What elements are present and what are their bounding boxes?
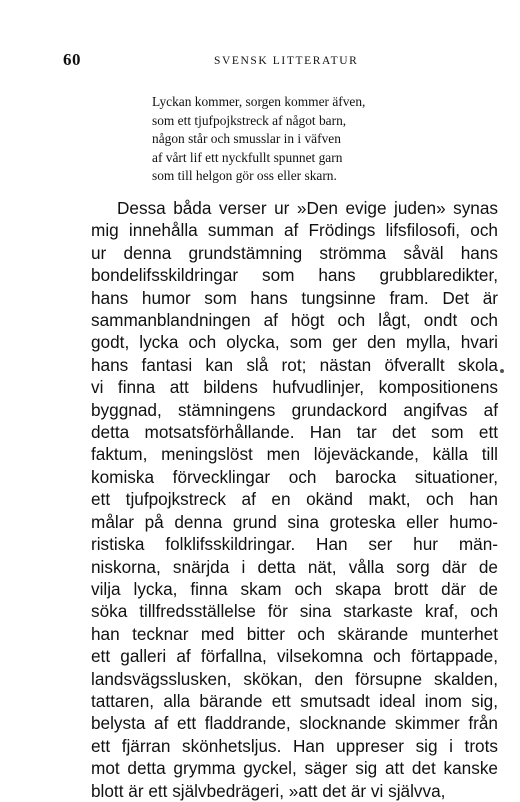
text-line: mig innehålla summan af Frödings lifsfilosofi, och xyxy=(91,220,498,241)
text-line: belysta af ett fladdrande, slocknande skimmer från xyxy=(91,713,498,734)
text-line: hans humor som hans tungsinne fram. Det är xyxy=(91,287,498,308)
text-line: landsvägsslusken, skökan, den försupne skalden, xyxy=(91,668,498,689)
poem-line: af vårt lif ett nyckfullt spunnet garn xyxy=(152,149,343,165)
text-line: sammanblandningen af högt och lågt, ondt och xyxy=(91,310,498,331)
text-line: blott är ett självbedrägeri, »att det är vi självva, xyxy=(91,780,446,801)
text-line: ett fjärran skönhetsljus. Han uppreser sig i trots xyxy=(91,735,498,756)
text-line: hans fantasi kan slå rot; nästan öfverallt skola xyxy=(91,354,498,375)
page-number: 60 xyxy=(63,50,81,69)
text-line: godt, lycka och olycka, som ger den mylla, hvari xyxy=(91,332,498,353)
text-line: vilja lycka, finna skam och skapa brott där de xyxy=(91,578,498,599)
text-line: mot detta grymma gyckel, säger sig att det kanske xyxy=(91,758,498,779)
text-line: detta motsatsförhållande. Han tar det som ett xyxy=(91,422,498,443)
text-line: bondelifsskildringar som hans grubblaredikter, xyxy=(91,265,498,286)
poem-line: Lyckan kommer, sorgen kommer äfven, xyxy=(152,94,366,109)
text-line: han tecknar med bitter och skärande munterhet xyxy=(91,623,498,644)
text-line: ett tjufpojkstreck af en okänd makt, och han xyxy=(91,489,498,510)
text-line: byggnad, stämningens grundackord angifvas af xyxy=(91,399,498,420)
text-line: målar på denna grund sina groteska eller humo- xyxy=(91,511,498,532)
running-head: SVENSK LITTERATUR xyxy=(214,55,359,67)
poem-line: som till helgon gör oss eller skarn. xyxy=(152,168,337,184)
text-line: faktum, meningslöst men löjeväckande, källa till xyxy=(91,444,498,465)
poem-line: någon står och smusslar in i väfven xyxy=(152,131,341,147)
text-line: vi finna att bildens hufvudlinjer, kompositionens xyxy=(91,377,498,398)
text-line: ur denna grundstämning strömma såväl hans xyxy=(91,242,498,263)
text-line: komiska förvecklingar och barocka situationer, xyxy=(91,466,498,487)
poem-line: som ett tjufpojkstreck af något barn, xyxy=(152,112,347,128)
text-line: Dessa båda verser ur »Den evige juden» synas xyxy=(117,198,498,218)
margin-speck xyxy=(500,369,504,373)
poem-quote xyxy=(152,93,452,186)
text-line: ett galleri af förfallna, vilsekomna och förtappade, xyxy=(91,646,498,667)
text-line: söka tillfredsställelse för sina starkaste kraf, och xyxy=(91,601,498,622)
body-paragraph xyxy=(91,197,498,802)
text-line: tattaren, alla bärande ett smutsadt ideal inom sig, xyxy=(91,690,498,711)
text-line: ristiska folklifsskildringar. Han ser hur män- xyxy=(91,534,498,555)
text-line: niskorna, snärjda i detta nät, vålla sorg där de xyxy=(91,556,498,577)
